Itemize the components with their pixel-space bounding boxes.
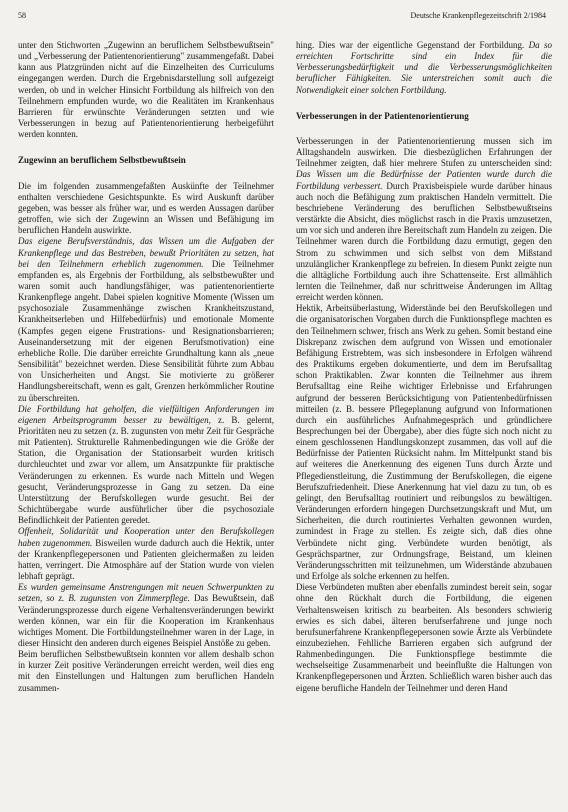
emphasis-text: Da so erreichten Fortschritte sind ein Index für die Verbesserungsbedürftigkeit und die Verbesserungsmöglichkeiten beruflicher Fähigkeiten. Sie unterstreichen somit auch die Notwendigkeit einer solchen Fortbildung. <box>296 40 552 95</box>
paragraph: Hektik, Arbeitsüberlastung, Widerstände bei den Berufskollegen und die organisatorischen Vorgaben durch die Funktionspflege machten es den Teilnehmern schwer, frisch ans Werk zu gehen. Somit bestand eine Diskrepanz zwischen dem aufgrund von Wissen und emotionaler Befähigung Erstrebtem, was sich insbesondere in Erfolgen während des Praktikums ergeben dokumentierte, und dem im Berufsalltag schon Praktikablen. Zwar konnten die Teilnehmer aus ihrem Berufsalltag eine Reihe wichtiger Erlebnisse und Erfahrungen aufgrund der besseren Berücksichtigung von Patientenbedürfnissen mitteilen (z. B. bessere Pflegeplanung aufgrund von Informationen durch ein ausführliches Aufnahmegespräch und gründlichere Besprechungen bei der Übergabe), aber dies fügte sich noch nicht zu einem geschlossenen Handlungskonzept zusammen, das voll auf die Bedürfnisse der Patienten Rücksicht nahm. Im Mittelpunkt stand bis auf weiteres die Anerkennung des eigenen Tuns durch Ärzte und Pflegedienstleitung, die Zustimmung der Berufskollegen, die eigene Berufszufriedenheit. Diese Anerkennung hat viel dazu zu tun, ob es gelingt, den Berufsalltag routiniert und reibungslos zu bewältigen. Veränderungen erfordern hingegen Durchsetzungskraft und Mut, um Sicherheiten, die durch routiniertes Verhalten gewonnen wurden, zumindest in Frage zu stellen. Es zeigte sich, daß dies ohne Verbündete nicht ging. Verbündete wurden benötigt, als Gesprächspartner, zur Ordnungsfrage, Beistand, um kleinen Veränderungsschritten mit teilzunehmen, um Widerstände abzubauen und Erfolge als solche erkennen zu helfen. <box>296 303 552 582</box>
paragraph <box>18 526 274 582</box>
paragraph: Diese Verbündeten mußten aber ebenfalls zumindest bereit sein, sogar ohne den Rückhalt durch die Fortbildung, die eigenen Verhaltensweisen kritisch zu bearbeiten. Als besonders schwierig erwies es sich dabei, älteren berufserfahrene und junge noch berufsunerfahrene Krankenpflegepersonen sowie Ärzte als Verbündete einzubeziehen. Fehlliche Barrieren ergaben sich aufgrund der Rahmenbedingungen. Die Funktionspflege bestimmte die wechselseitige Zusammenarbeit und beeinflußte die Haltungen von Krankenpflegepersonen und Ärzten. Schließlich waren bisher auch das eigene berufliche Handeln der Teilnehmer und deren Hand <box>296 582 552 693</box>
body-text: Das Bewußtsein, daß Veränderungsprozesse durch eigene Verhaltensveränderungen bewirkt werden können, war ein für die Kooperation im Krankenhaus wichtiges Moment. Die Fortbildungsteilnehmer waren in der Lage, in dieser Hinsicht den anderen durch eigenes Beispiel Anstöße zu geben. <box>18 593 274 648</box>
emphasis-text: Das Wissen um die Bedürfnisse der Patienten wurde durch die Fortbildung verbessert. <box>296 169 552 191</box>
page-number: 58 <box>18 11 26 20</box>
section-heading-selbstbewusstsein: Zugewinn an beruflichem Selbstbewußtsein <box>18 155 186 166</box>
body-text: hing. Dies war der eigentliche Gegenstand der Fortbildung. <box>296 40 529 50</box>
paragraph <box>18 236 274 403</box>
body-text: Durch Praxisbeispiele wurde darüber hinaus auch noch die Befähigung zum praktischen Handeln vermittelt. Die beschriebene Veränderung des beruflichen Selbstbewußtseins verstärkte die Absicht, dies möglichst rasch in die Praxis umzusetzen, um vor sich und anderen ihre Bereitschaft zum Handeln zu zeigen. Die Teilnehmer waren durch die Fortbildung dazu ermutigt, gegen den Strom zu schwimmen und sich selbst von dem Mißstand unzulänglicher Krankenpflege zu befreien. In diesem Punkt zeigte nun die alltägliche Fortbildung auch ihre Schattenseite. Erst allmählich lernten die Teilnehmer, daß nur schrittweise Änderungen im Alltag erreicht werden können. <box>296 180 552 303</box>
emphasis-text: Es wurden gemeinsame Anstrengungen mit neuen Schwerpunkten zu setzen, so z. B. zugunsten von Zimmerpflege. <box>18 582 274 604</box>
right-column <box>296 40 552 694</box>
paragraph: Die im folgenden zusammengefaßten Auskünfte der Teilnehmer enthalten verschiedene Gesichtspunkte. Es wird Auskunft darüber gegeben, was besser als früher war, und es werden Aussagen darüber getroffen, wie sich der Zugewinn an Wissen und Befähigung im beruflichen Handeln auswirkte. <box>18 180 274 236</box>
page-header <box>18 10 546 24</box>
left-column <box>18 40 274 694</box>
body-text: Bisweilen wurde dadurch auch die Hektik, unter der Krankenpflegepersonen und Patienten gleichermaßen zu leiden hatten, verringert. Die Atmosphäre auf der Station wurde von vielen lebhaft geprägt. <box>18 537 274 582</box>
paragraph <box>296 40 552 96</box>
journal-title: Deutsche Krankenpflegezeitschrift 2/1984 <box>410 11 546 20</box>
section-heading-patientenorientierung: Verbesserungen in der Patientenorientierung <box>296 110 469 121</box>
paragraph <box>18 404 274 527</box>
emphasis-text: Die Fortbildung hat geholfen, die vielfältigen Anforderungen im eigenen Arbeitsprogramm besser zu bewältigen, <box>18 403 274 425</box>
paragraph <box>296 136 552 303</box>
paragraph <box>18 582 274 649</box>
body-text: Die Teilnehmer empfanden es, als Ergebnis der Fortbildung, als selbstbewußter und waren somit auch handlungsfähiger, was patientenorientierte Krankenpflege angeht. Dabei spielen kognitive Momente (Wissen um psychosoziale Zusammenhänge zwischen Krankheitszustand, Krankheitserleben und Hilfebedürfnis) und emotionale Momente (Kampfes gegen eigene Frustrations- und Resignationsbarrieren; Auseinandersetzung mit der eigenen Berufsmotivation) eine erhebliche Rolle. Die darüber erreichte Grundhaltung kann als „neue Sensibilität" bezeichnet werden. Diese Sensibilität führte zum Abbau von Unsicherheiten und Angst. Sie motivierte zu größerer Handlungsbereitschaft, wenn es galt, Grenzen herkömmlicher Routine zu überschreiten. <box>18 258 274 403</box>
emphasis-text: Das eigene Berufsverständnis, das Wissen um die Aufgaben der Krankenpflege und das Bestreben, bewußt Prioritäten zu setzen, hat bei den Teilnehmern erheblich zugenommen. <box>18 236 274 269</box>
intro-paragraph: unter den Stichworten „Zugewinn an beruflichem Selbstbewußtsein" und „Verbesserung der Patientenorientierung" zusammengefaßt. Dabei kann aus Platzgründen nicht auf die Einzelheiten des Curriculums eingegangen werden. Durch die Ergebnisdarstellung soll aufgezeigt werden, ob und in welcher Hinsicht Fortbildung als hilfreich von den Teilnehmern empfunden wurde, wo die Realitäten im Krankenhaus Barrieren für erwünschte Veränderungen setzten und wie Verbesserungen in bezug auf Patientenorientierung herbeigeführt werden konnten. <box>18 40 274 140</box>
body-text: Verbesserungen in der Patientenorientierung mussen sich im Alltagshandeln auswirken. Die diesbezüglichen Erfahrungen der Teilnehmer zeigten, daß hier mehrere Stufen zu unterscheiden sind: <box>296 135 552 169</box>
body-text: z. B. gelernt, Prioritäten neu zu setzen (z. B. zugunsten von mehr Zeit für Gespräche mit Patienten). Strukturelle Rahmenbedingungen wie die Größe der Station, die Organisation der Stationsarbeit wurden kritisch durchleuchtet und zwar vor allem, um Ansatzpunkte für praktische Veränderungen zu erkennen. Es wurde nach Mitteln und Wegen gesucht, Veränderungsprozesse in Gang zu setzen. Da eine Unterstützung der Berufskollegen wurde gesucht. Bei der Schichtübergabe wurde ausführlicher über die psychosoziale Befindlichkeit der Patienten geredet. <box>18 414 274 526</box>
emphasis-text: Offenheit, Solidarität und Kooperation unter den Berufskollegen haben zugenommen. <box>18 526 274 548</box>
paragraph: Beim beruflichen Selbstbewußtsein konnten vor allem deshalb schon in kurzer Zeit positive Veränderungen erreicht werden, weil dies eng mit den Einstellungen und Haltungen zum beruflichen Handeln zusammen- <box>18 649 274 693</box>
